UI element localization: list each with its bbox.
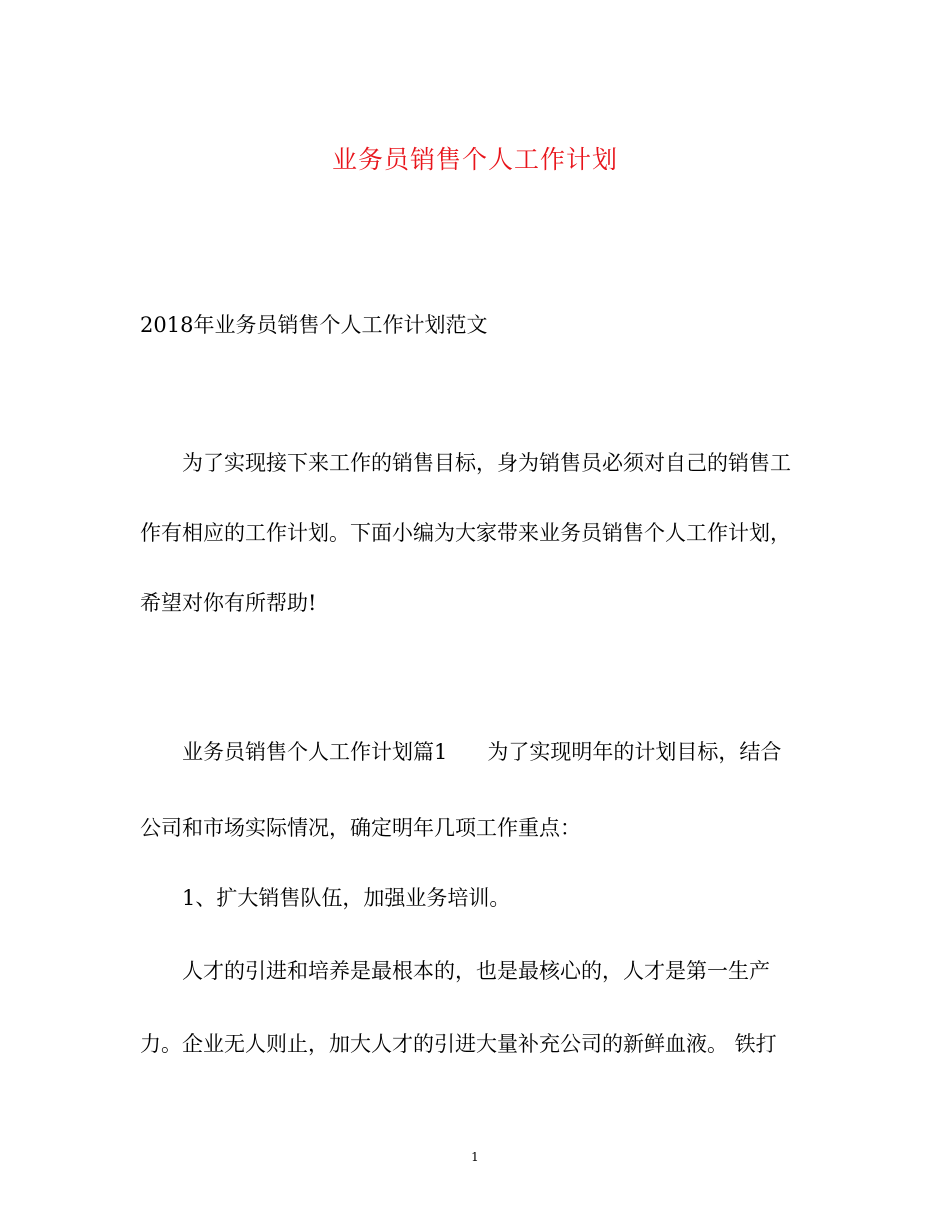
paragraph-line: 人才的引进和培养是最根本的，也是最核心的，人才是第一生产	[182, 959, 770, 983]
section-heading: 业务员销售个人工作计划篇1	[182, 740, 448, 764]
paragraph-line: 为了实现接下来工作的销售目标，身为销售员必须对自己的销售工	[182, 451, 791, 475]
paragraph-line: 公司和市场实际情况，确定明年几项工作重点：	[140, 816, 581, 840]
document-title: 业务员销售个人工作计划	[331, 145, 618, 174]
page-number: 1	[471, 1150, 479, 1164]
paragraph-line: 作有相应的工作计划。下面小编为大家带来业务员销售个人工作计划，	[140, 521, 791, 545]
paragraph-line: 希望对你有所帮助!	[140, 591, 317, 615]
section-first-line	[182, 737, 862, 767]
paragraph-line: 力。企业无人则止，加大人才的引进大量补充公司的新鲜血液。 铁打	[140, 1032, 777, 1056]
list-item: 1、扩大销售队伍，加强业务培训。	[182, 886, 511, 910]
paragraph-text: 为了实现明年的计划目标，结合	[487, 740, 782, 764]
document-subtitle: 2018年业务员销售个人工作计划范文	[140, 313, 488, 337]
